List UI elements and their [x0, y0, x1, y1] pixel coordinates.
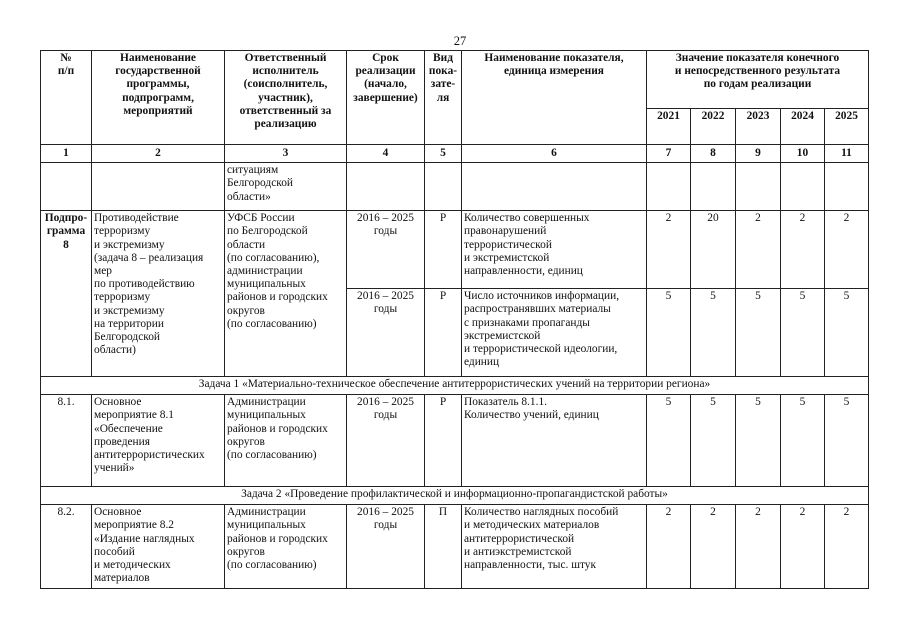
value-cell: 2	[781, 211, 825, 289]
value-cell: 2	[647, 211, 691, 289]
indicator-type-cell: Р	[425, 395, 462, 487]
column-number: 8	[691, 145, 736, 163]
responsible-cell: Администрации муниципальных районов и городских округов (по согласованию)	[225, 505, 347, 589]
column-number: 6	[462, 145, 647, 163]
column-number: 11	[825, 145, 869, 163]
value-cell: 2	[825, 505, 869, 589]
value-cell: 20	[691, 211, 736, 289]
indicator-type-cell: П	[425, 505, 462, 589]
column-number: 3	[225, 145, 347, 163]
header-indicator-values: Значение показателя конечного и непосредственного результата по годам реализации	[647, 51, 869, 109]
value-cell: 2	[647, 505, 691, 589]
period-cell: 2016 – 2025 годы	[347, 505, 425, 589]
value-cell: 2	[736, 505, 781, 589]
column-number: 10	[781, 145, 825, 163]
header-year: 2023	[736, 109, 781, 145]
value-cell: 2	[691, 505, 736, 589]
value-cell: 2	[781, 505, 825, 589]
indicator-name-cell: Число источников информации, распространявших материалы с признаками пропаганды экстремистской и террористической идеологии, единиц	[462, 289, 647, 377]
responsible-cell: ситуациям Белгородской области»	[225, 163, 347, 211]
header-row	[41, 51, 869, 109]
program-indicators-table	[40, 50, 869, 589]
indicator-type-cell: Р	[425, 289, 462, 377]
indicator-name-cell: Показатель 8.1.1. Количество учений, единиц	[462, 395, 647, 487]
header-indicator-type: Вид пока- зате- ля	[425, 51, 462, 145]
period-cell: 2016 – 2025 годы	[347, 289, 425, 377]
task-row	[41, 487, 869, 505]
responsible-cell: УФСБ России по Белгородской области (по согласованию), администрации муниципальных районов и городских округов (по согласованию)	[225, 211, 347, 377]
measure-number: 8.1.	[41, 395, 92, 487]
column-number: 1	[41, 145, 92, 163]
measure-number: 8.2.	[41, 505, 92, 589]
task-row	[41, 377, 869, 395]
period-cell: 2016 – 2025 годы	[347, 211, 425, 289]
header-indicator-name: Наименование показателя, единица измерения	[462, 51, 647, 145]
table-row	[41, 395, 869, 487]
value-cell: 5	[825, 289, 869, 377]
header-year: 2025	[825, 109, 869, 145]
indicator-name-cell: Количество совершенных правонарушений террористической и экстремистской направленности, единиц	[462, 211, 647, 289]
table-row	[41, 163, 869, 211]
table-row	[41, 211, 869, 289]
column-number: 9	[736, 145, 781, 163]
value-cell: 5	[781, 395, 825, 487]
header-number: № п/п	[41, 51, 92, 145]
header-year: 2024	[781, 109, 825, 145]
column-number: 5	[425, 145, 462, 163]
page-number: 27	[453, 34, 467, 48]
indicator-name-cell: Количество наглядных пособий и методических материалов антитеррористической и антиэкстремистской направленности, тыс. штук	[462, 505, 647, 589]
column-number: 2	[92, 145, 225, 163]
header-year: 2022	[691, 109, 736, 145]
value-cell: 5	[825, 395, 869, 487]
column-number: 4	[347, 145, 425, 163]
value-cell: 5	[736, 289, 781, 377]
value-cell: 5	[691, 289, 736, 377]
value-cell: 5	[736, 395, 781, 487]
header-year: 2021	[647, 109, 691, 145]
responsible-cell: Администрации муниципальных районов и городских округов (по согласованию)	[225, 395, 347, 487]
task-2-title: Задача 2 «Проведение профилактической и информационно-пропагандистской работы»	[41, 487, 869, 505]
task-1-title: Задача 1 «Материально-техническое обеспечение антитеррористических учений на территории региона»	[41, 377, 869, 395]
header-period: Срок реализации (начало, завершение)	[347, 51, 425, 145]
value-cell: 2	[825, 211, 869, 289]
value-cell: 2	[736, 211, 781, 289]
measure-name: Основное мероприятие 8.1 «Обеспечение проведения антитеррористических учений»	[92, 395, 225, 487]
subprogram-name: Противодействие терроризму и экстремизму (задача 8 – реализация мер по противодействию терроризму и экстремизму на территории Белгородской области)	[92, 211, 225, 377]
period-cell: 2016 – 2025 годы	[347, 395, 425, 487]
indicator-type-cell: Р	[425, 211, 462, 289]
header-program-name: Наименование государственной программы, подпрограмм, мероприятий	[92, 51, 225, 145]
measure-name: Основное мероприятие 8.2 «Издание наглядных пособий и методических материалов	[92, 505, 225, 589]
table-row	[41, 505, 869, 589]
header-responsible: Ответственный исполнитель (соисполнитель, участник), ответственный за реализацию	[225, 51, 347, 145]
value-cell: 5	[781, 289, 825, 377]
column-number: 7	[647, 145, 691, 163]
value-cell: 5	[647, 395, 691, 487]
value-cell: 5	[691, 395, 736, 487]
subprogram-number: Подпро- грамма 8	[41, 211, 92, 377]
value-cell: 5	[647, 289, 691, 377]
column-numbers-row	[41, 145, 869, 163]
